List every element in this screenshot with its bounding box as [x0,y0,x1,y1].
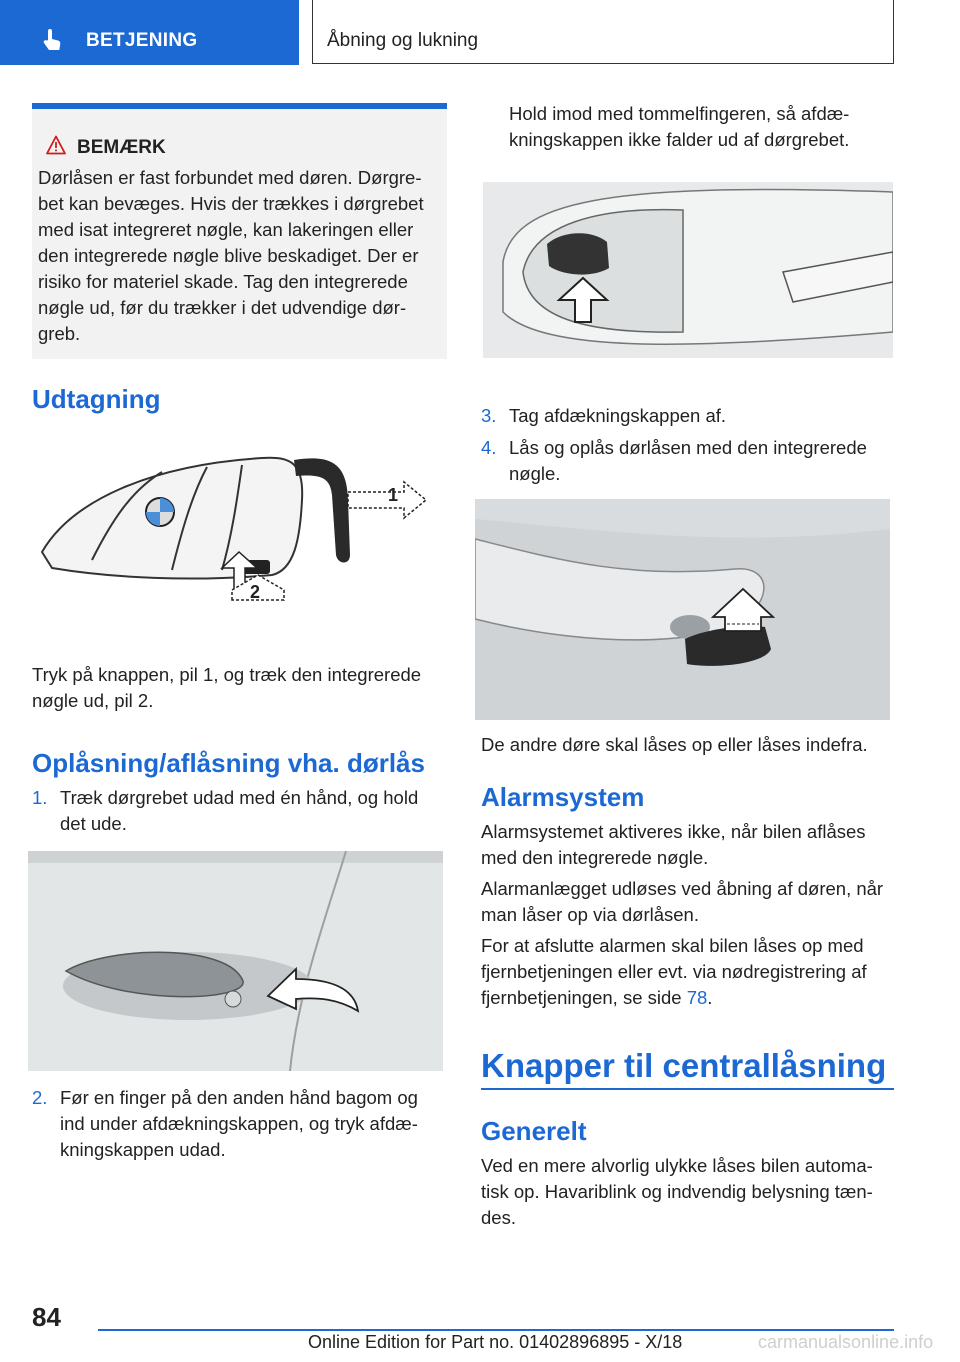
step-2 [32,1085,446,1163]
generelt-text: Ved en mere alvorlig ulykke låses bilen automa-tisk op. Havariblink og indvendig belysning tæn-des. [481,1155,873,1228]
step-text: Tag afdækningskappen af. [509,405,727,426]
udtagning-heading: Udtagning [32,384,161,414]
key-removal-image [32,440,446,640]
edition-text: Online Edition for Part no. 01402896895 - X/18 [308,1332,683,1352]
other-doors-text: De andre døre skal låses op eller låses indefra. [481,734,868,755]
step-number: 4. [481,437,497,458]
alarm-paragraph-3-text: For at afslutte alarmen skal bilen låses op med fjernbetjeningen eller evt. via nødregistrering af fjernbetjeningen, se side [481,935,867,1008]
page-link-78[interactable]: 78 [686,987,708,1008]
chapter-title-box [312,0,894,64]
footer-rule [98,1329,894,1331]
door-handle-image [28,851,443,1071]
arrow-label-1: 2 [250,582,261,602]
knapper-heading: Knapper til centrallåsning [481,1047,887,1084]
step-4 [481,435,893,487]
step-1 [32,785,446,837]
watermark: carmanualsonline.info [758,1332,934,1352]
step-3 [481,403,893,429]
heading-rule [481,1088,894,1090]
generelt-heading: Generelt [481,1116,587,1146]
page-number: 84 [32,1302,61,1332]
alarm-paragraph-1: Alarmsystemet aktiveres ikke, når bilen aflåses med den integrerede nøgle. [481,821,866,868]
alarm-paragraph-3 [481,933,893,1011]
notice-text: Dørlåsen er fast forbundet med døren. Dørgre-bet kan bevæges. Hvis der trækkes i dørgrebet med isat integreret nøgle, kan lakeringen eller den integrerede nøgle blive beskadiget. Der er risiko for materiel skade. Tag den integrerede nøgle ud, før du trækker i det udvendige dør-greb. [38,167,424,344]
hand-pointer-icon [40,28,66,54]
step-text: Lås og oplås dørlåsen med den integrerede nøgle. [509,437,867,484]
step-text: Træk dørgrebet udad med én hånd, og hold det ude. [60,787,419,834]
step-text: Før en finger på den anden hånd bagom og ind under afdækningskappen, og tryk afdæ-kningskappen udad. [60,1087,418,1160]
udtagning-text: Tryk på knappen, pil 1, og træk den integrerede nøgle ud, pil 2. [32,664,422,711]
notice-box [32,103,447,359]
alarm-paragraph-3-end: . [707,987,713,1008]
step-number: 3. [481,405,497,426]
notice-heading: BEMÆRK [77,137,166,158]
oplaasning-heading: Oplåsning/aflåsning vha. dørlås [32,748,425,778]
continued-text: Hold imod med tommelfingeren, så afdæ-kningskappen ikke falder ud af dørgrebet. [509,103,850,150]
alarm-heading: Alarmsystem [481,782,645,812]
key-in-lock-image [475,499,890,720]
chapter-title: Åbning og lukning [327,30,479,51]
section-tab [0,0,299,65]
cover-cap-image [483,182,893,358]
alarm-paragraph-2: Alarmanlægget udløses ved åbning af døren, når man låser op via dørlåsen. [481,878,884,925]
warning-icon [46,135,66,155]
step-number: 2. [32,1087,48,1108]
section-label: BETJENING [86,30,198,51]
arrow-label-2: 1 [388,485,399,505]
step-number: 1. [32,787,48,808]
